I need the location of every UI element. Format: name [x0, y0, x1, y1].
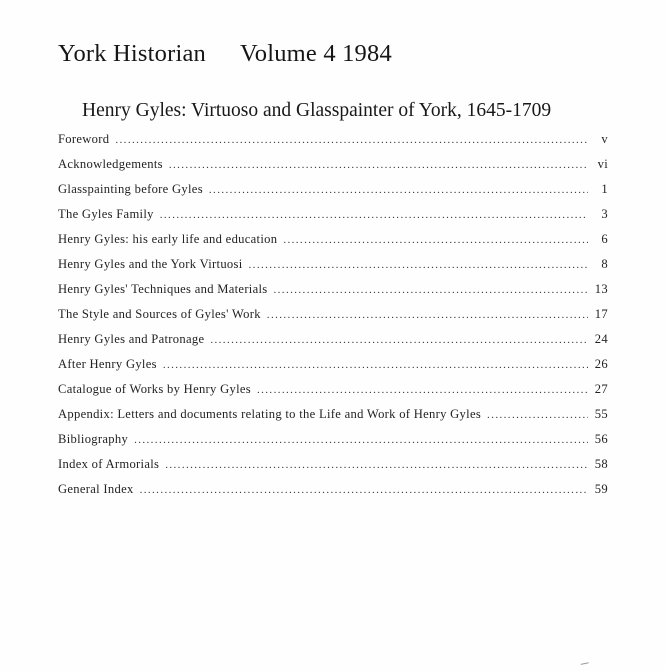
journal-header: [58, 40, 392, 68]
toc-page-number: 24: [594, 332, 608, 346]
toc-page-number: 17: [594, 307, 608, 321]
toc-entry-index-of-armorials: [58, 457, 608, 482]
scan-mark: [581, 662, 590, 668]
toc-page-number: v: [601, 132, 608, 146]
toc-entry-title: Bibliography: [58, 432, 129, 446]
toc-entry-bibliography: [58, 432, 608, 457]
journal-name: York Historian: [58, 40, 207, 67]
toc-entry-title: Appendix: Letters and documents relating to the Life and Work of Henry Gyles: [58, 407, 482, 421]
dot-leader: [274, 284, 589, 296]
dot-leader: [283, 234, 588, 246]
toc-page-number: 56: [594, 432, 608, 446]
toc-entry-title: Glasspainting before Gyles: [58, 182, 203, 196]
toc-page-number: 58: [594, 457, 608, 471]
toc-entry-title: After Henry Gyles: [58, 357, 157, 371]
toc-entry-title: Henry Gyles: his early life and education: [58, 232, 278, 246]
toc-entry-early-life: [58, 232, 608, 257]
toc-page-number: 8: [601, 257, 608, 271]
toc-page-number: 13: [594, 282, 608, 296]
toc-entry-glasspainting-before-gyles: [58, 182, 608, 207]
dot-leader: [140, 484, 588, 496]
dot-leader: [249, 259, 588, 271]
toc-entry-title: Index of Armorials: [58, 457, 160, 471]
toc-entry-title: Henry Gyles and the York Virtuosi: [58, 257, 243, 271]
dot-leader: [163, 359, 588, 371]
toc-page-number: 55: [594, 407, 608, 421]
toc-page-number: 59: [594, 482, 608, 496]
toc-entry-york-virtuosi: [58, 257, 608, 282]
toc-entry-title: Foreword: [58, 132, 110, 146]
toc-page-number: 6: [601, 232, 608, 246]
toc-entry-title: Catalogue of Works by Henry Gyles: [58, 382, 251, 396]
toc-page-number: 1: [601, 182, 608, 196]
toc-entry-patronage: [58, 332, 608, 357]
dot-leader: [134, 434, 588, 446]
dot-leader: [487, 409, 588, 421]
table-of-contents: [58, 132, 608, 507]
dot-leader: [209, 184, 588, 196]
toc-entry-general-index: [58, 482, 608, 507]
toc-page-number: 26: [594, 357, 608, 371]
toc-entry-gyles-family: [58, 207, 608, 232]
dot-leader: [169, 159, 588, 171]
toc-entry-appendix: [58, 407, 608, 432]
book-title: Henry Gyles: Virtuoso and Glasspainter of York, 1645-1709: [82, 100, 552, 121]
dot-leader: [165, 459, 588, 471]
toc-entry-catalogue: [58, 382, 608, 407]
toc-entry-title: Henry Gyles and Patronage: [58, 332, 205, 346]
toc-entry-foreword: [58, 132, 608, 157]
toc-page-number: 27: [594, 382, 608, 396]
toc-entry-title: Henry Gyles' Techniques and Materials: [58, 282, 268, 296]
toc-entry-title: Acknowledgements: [58, 157, 163, 171]
toc-entry-acknowledgements: [58, 157, 608, 182]
dot-leader: [257, 384, 588, 396]
volume-info: Volume 4 1984: [240, 40, 392, 67]
toc-page-number: 3: [601, 207, 608, 221]
toc-page-number: vi: [597, 157, 608, 171]
dot-leader: [115, 134, 588, 146]
dot-leader: [160, 209, 588, 221]
toc-entry-style-and-sources: [58, 307, 608, 332]
toc-entry-title: General Index: [58, 482, 134, 496]
toc-entry-title: The Style and Sources of Gyles' Work: [58, 307, 261, 321]
toc-entry-title: The Gyles Family: [58, 207, 154, 221]
toc-entry-techniques: [58, 282, 608, 307]
dot-leader: [267, 309, 588, 321]
toc-entry-after-henry-gyles: [58, 357, 608, 382]
dot-leader: [210, 334, 588, 346]
